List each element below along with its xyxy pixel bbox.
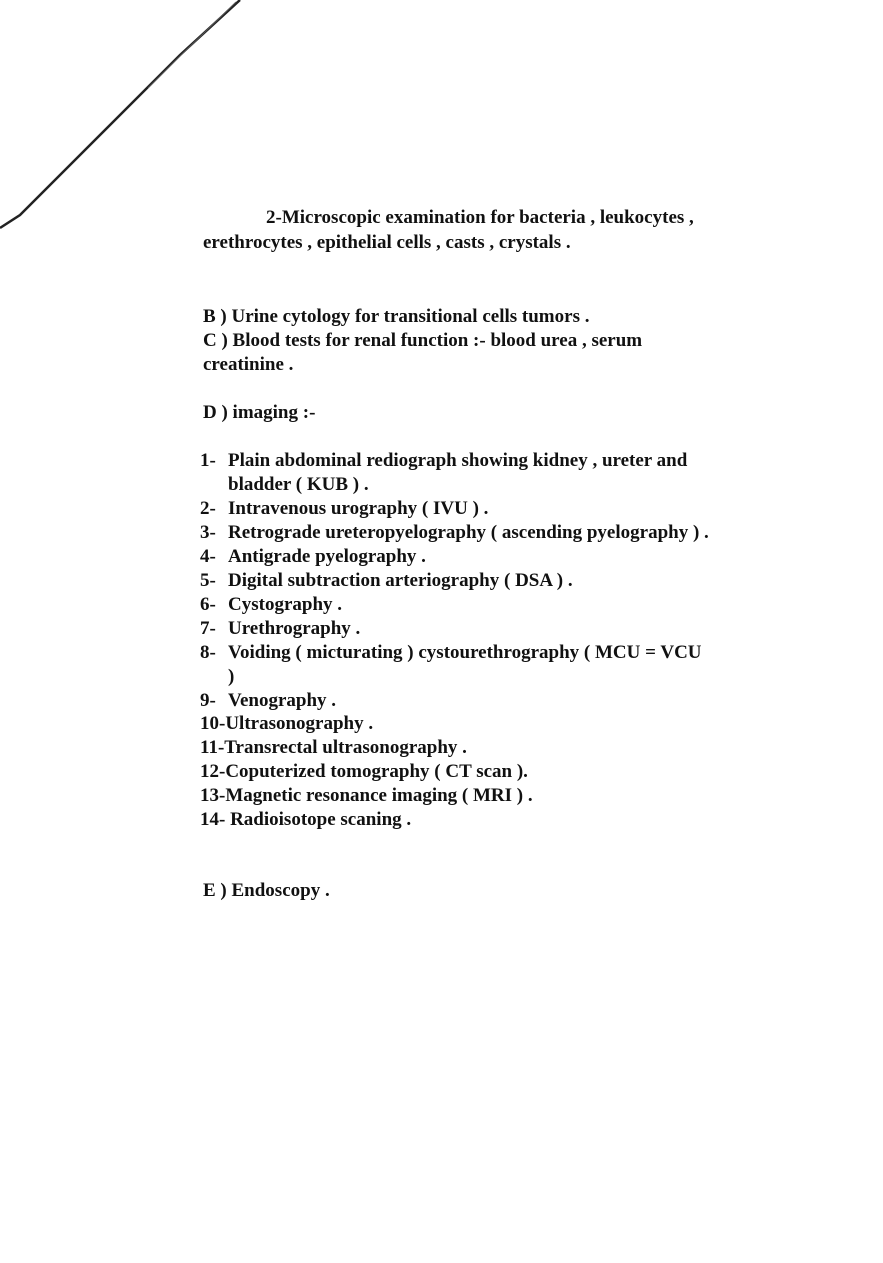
list-item-text: Antigrade pyelography . [228,546,426,567]
list-item-continuation: ) [228,666,235,687]
list-item-text: Venography . [228,690,337,711]
list-item-number: 5- [200,570,216,591]
list-item [200,521,709,545]
microscopic-line-1: 2-Microscopic examination for bacteria , leukocytes , [266,207,694,228]
list-item-text: Urethrography . [228,618,361,639]
list-item-number: 1- [200,450,216,471]
list-item-text: Magnetic resonance imaging ( MRI ) . [225,785,533,806]
list-item-number: 12- [200,761,226,782]
section-e-endoscopy: E ) Endoscopy . [203,880,330,901]
list-item-number: 11- [200,737,225,758]
section-d-heading: D ) imaging :- [203,402,316,423]
list-item-number: 14- [200,809,226,830]
list-item-number: 4- [200,546,216,567]
list-item-number: 2- [200,498,216,519]
list-item-text: Digital subtraction arteriography ( DSA ) . [228,570,573,591]
section-c-line-1: C ) Blood tests for renal function :- blood urea , serum [203,330,643,351]
section-c-line-2: creatinine . [203,354,294,375]
list-item-text: Transrectal ultrasonography . [224,737,467,758]
list-item-text: Radioisotope scaning . [225,809,412,830]
list-item-text: Cystography . [228,594,343,615]
list-item [200,617,360,641]
list-item-number: 6- [200,594,216,615]
list-item [200,593,342,617]
list-item [200,449,687,473]
section-b-urine-cytology: B ) Urine cytology for transitional cells tumors . [203,306,590,327]
list-item-number: 3- [200,522,216,543]
list-item-number: 8- [200,642,216,663]
list-item [200,689,336,713]
list-item [200,569,573,593]
list-item [200,760,528,784]
list-item-number: 7- [200,618,216,639]
list-item [200,545,426,569]
list-item-number: 9- [200,690,216,711]
list-item-text: Voiding ( micturating ) cystourethrography ( MCU = VCU [228,642,702,663]
list-item [200,784,533,808]
list-item-text: Coputerized tomography ( CT scan ). [225,761,528,782]
list-item [200,641,702,665]
microscopic-line-2: erethrocytes , epithelial cells , casts , crystals . [203,232,571,253]
list-item-number: 13- [200,785,226,806]
list-item-number: 10- [200,713,226,734]
list-item [200,497,488,521]
list-item [200,736,467,760]
list-item [200,712,373,736]
list-item-continuation: bladder ( KUB ) . [228,474,369,495]
list-item-text: Plain abdominal rediograph showing kidney , ureter and [228,450,688,471]
list-item [200,808,411,832]
list-item-text: Retrograde ureteropyelography ( ascending pyelography ) . [228,522,709,543]
list-item-text: Intravenous urography ( IVU ) . [228,498,489,519]
list-item-text: Ultrasonography . [225,713,374,734]
